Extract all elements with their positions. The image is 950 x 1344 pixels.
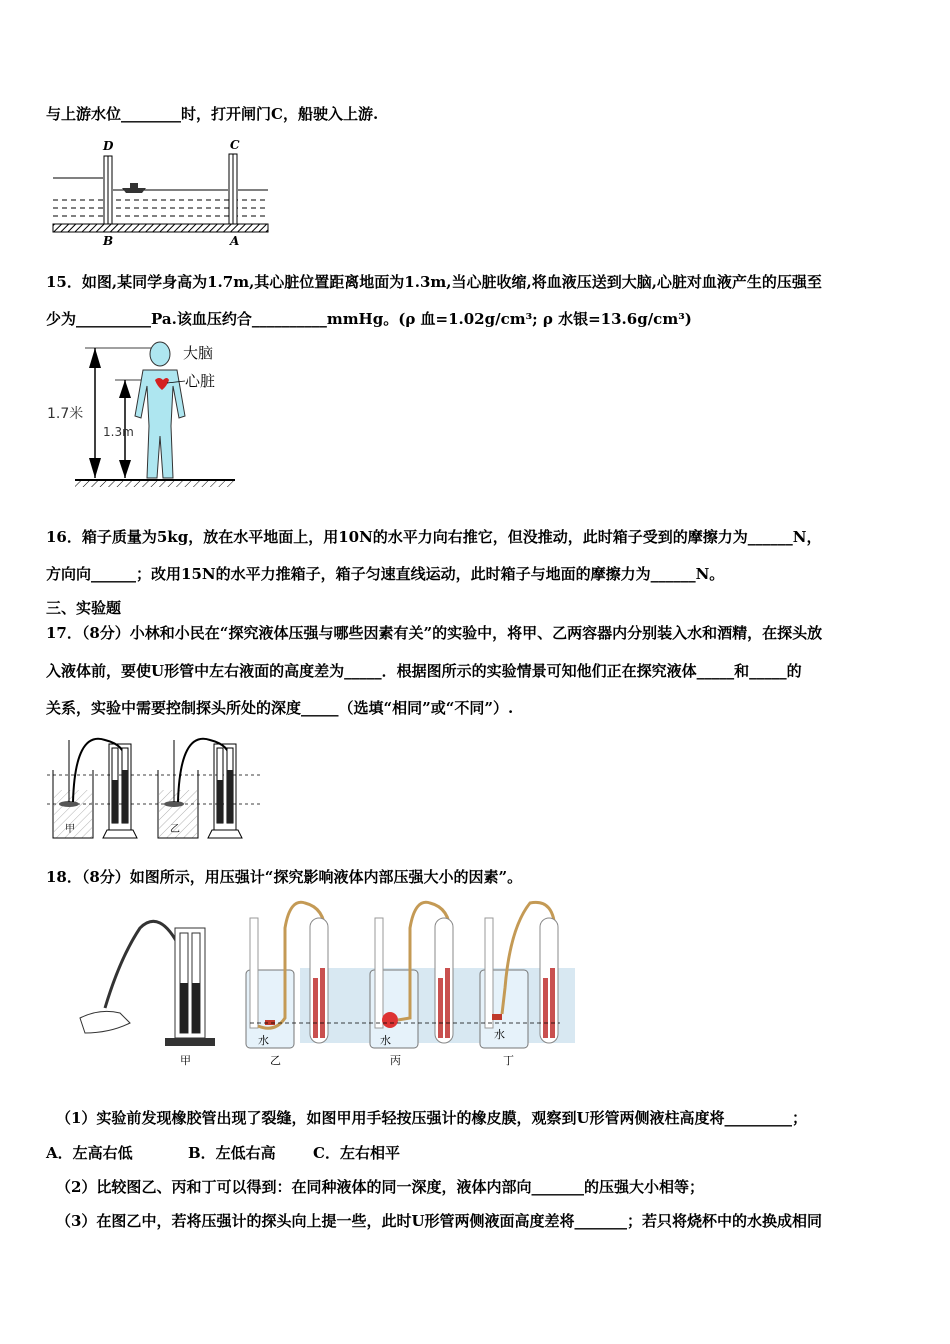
q17-label-yi: 乙 xyxy=(170,824,180,835)
q18-label-yi: 乙 xyxy=(270,1054,281,1067)
q16-line1: 16．箱子质量为5kg，放在水平地面上，用10N的水平力向右推它，但没推动，此时箱子受到的摩擦力为______N， xyxy=(46,528,822,546)
q18-label-bing: 丙 xyxy=(390,1054,401,1067)
q17-line2: 入液体前，要使U形管中左右液面的高度差为_____．根据图所示的实验情景可知他们正在探究液体_____和_____的 xyxy=(46,662,802,680)
q15-line1: 15．如图,某同学身高为1.7m,其心脏位置距离地面为1.3m,当心脏收缩,将血液压送到大脑,心脏对血液产生的压强至 xyxy=(46,273,822,291)
section3-title: 三、实验题 xyxy=(46,599,122,617)
q18-figure xyxy=(60,898,580,1070)
q17-label-jia: 甲 xyxy=(65,824,75,835)
heart-height-label: 1.3m xyxy=(103,425,134,439)
q18-option-a: A．左高右低 xyxy=(46,1144,133,1162)
label-b: B xyxy=(103,234,114,248)
q18-line1: 18．（8分）如图所示，用压强计“探究影响液体内部压强大小的因素”。 xyxy=(46,868,523,886)
lock-figure xyxy=(48,138,273,250)
q16-line2: 方向向______；改用15N的水平力推箱子，箱子匀速直线运动，此时箱子与地面的摩擦力为______N。 xyxy=(46,565,725,583)
q17-figure xyxy=(45,730,265,845)
q15-line2: 少为__________Pa.该血压约合__________mmHg。(ρ 血=1.02g/cm³; ρ 水银=13.6g/cm³) xyxy=(46,310,692,328)
q18-option-b: B．左低右高 xyxy=(188,1144,276,1162)
q17-line1: 17．（8分）小林和小民在“探究液体压强与哪些因素有关”的实验中，将甲、乙两容器内分别装入水和酒精，在探头放 xyxy=(46,624,823,642)
q18-option-c: C．左右相平 xyxy=(313,1144,400,1162)
q17-line3: 关系，实验中需要控制探头所处的深度_____（选填“相同”或“不同”）. xyxy=(46,699,514,717)
q18-sub1: （1）实验前发现橡胶管出现了裂缝，如图甲用手轻按压强计的橡皮膜，观察到U形管两侧液柱高度将_________； xyxy=(56,1109,808,1127)
heart-label: 心脏 xyxy=(185,372,216,390)
height-label: 1.7米 xyxy=(47,406,84,422)
q18-sub2: （2）比较图乙、丙和丁可以得到：在同种液体的同一深度，液体内部向_______的压强大小相等； xyxy=(56,1178,704,1196)
label-c: C xyxy=(230,138,240,152)
label-a: A xyxy=(230,234,240,248)
q18-water-yi: 水 xyxy=(258,1034,269,1047)
q18-water-bing: 水 xyxy=(380,1034,391,1047)
q14-line: 与上游水位________时，打开闸门C，船驶入上游. xyxy=(46,105,379,123)
label-d: D xyxy=(103,139,114,153)
q18-sub3: （3）在图乙中，若将压强计的探头向上提一些，此时U形管两侧液面高度差将_______；若只将烧杯中的水换成相同 xyxy=(56,1212,823,1230)
body-figure xyxy=(45,338,245,493)
q18-label-jia: 甲 xyxy=(180,1054,191,1067)
q18-water-ding: 水 xyxy=(494,1028,505,1041)
q18-label-ding: 丁 xyxy=(503,1054,514,1067)
brain-label: 大脑 xyxy=(183,344,214,362)
